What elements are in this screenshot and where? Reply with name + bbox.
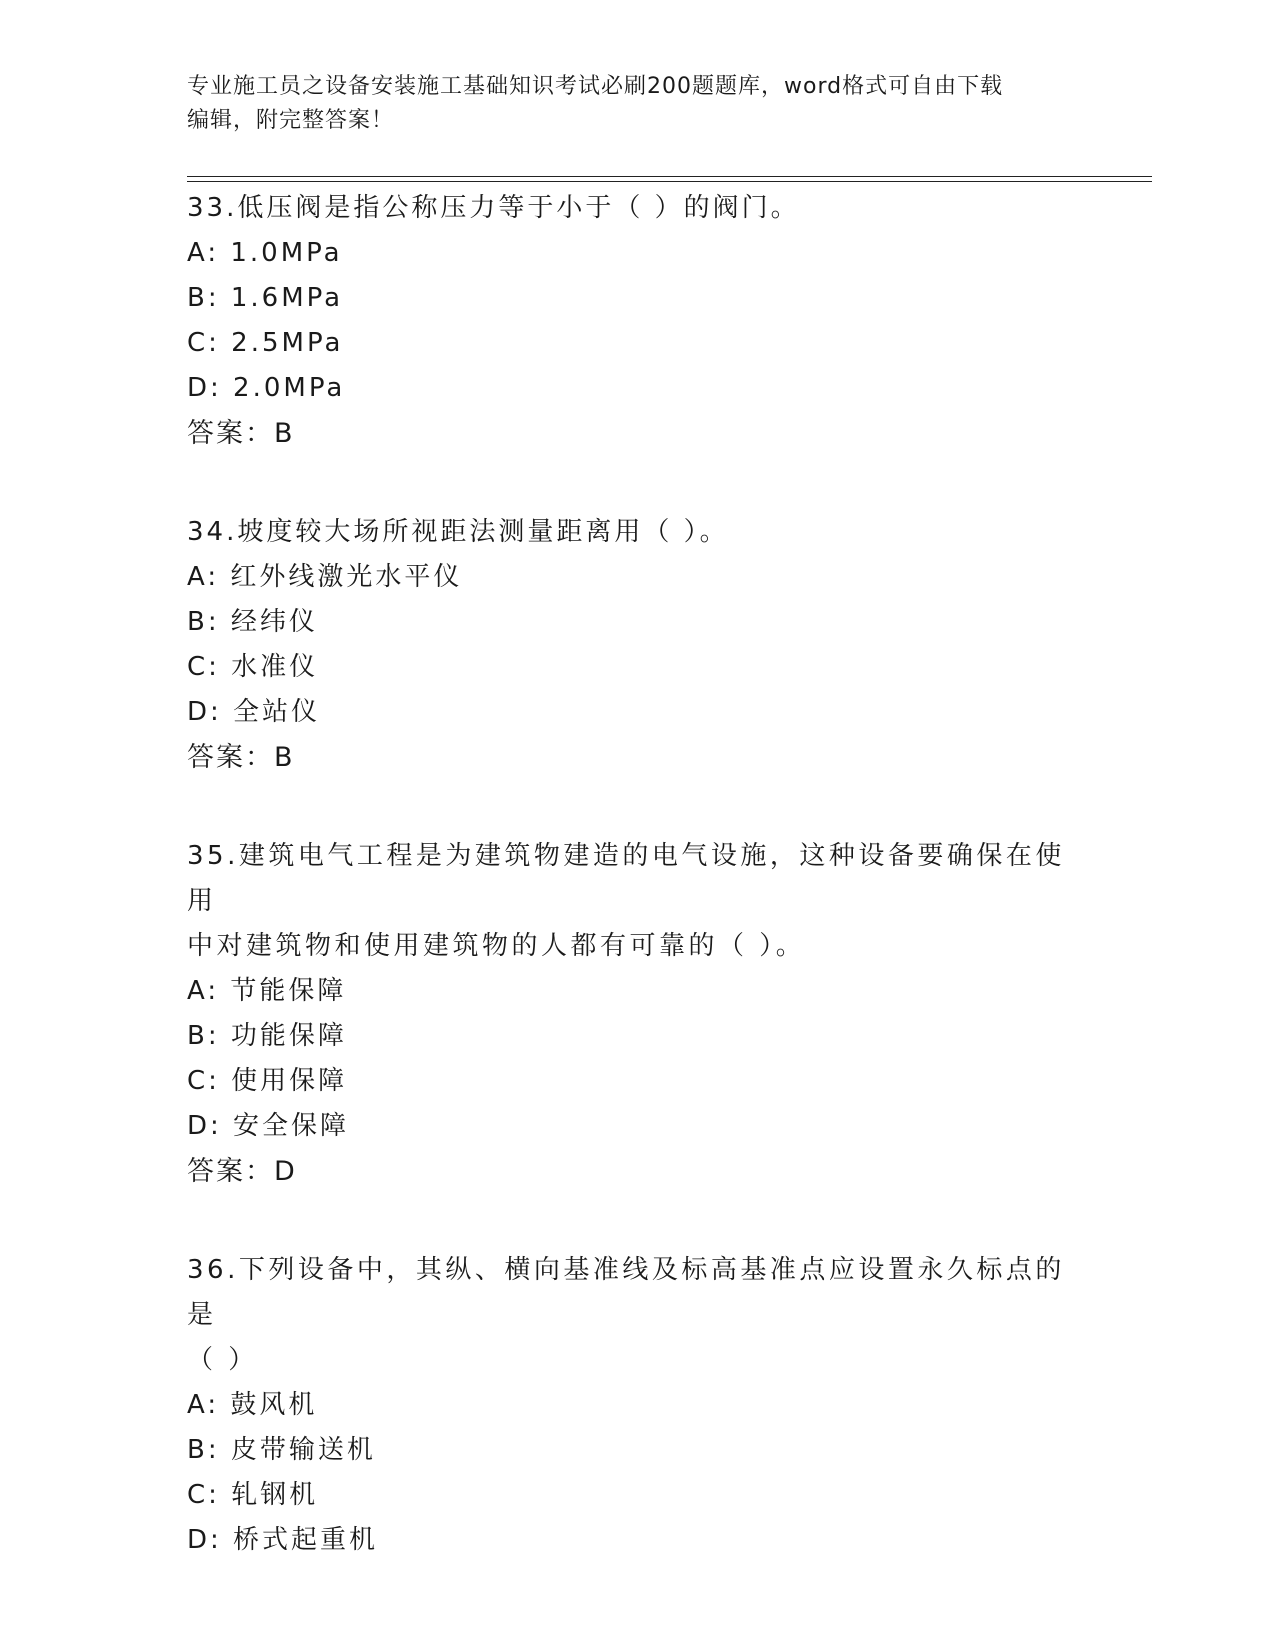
option-a: A: 1.0MPa [187, 238, 343, 268]
question-stem: 34.坡度较大场所视距法测量距离用（ ）。 [187, 517, 729, 547]
header-rule-bottom [187, 181, 1152, 182]
answer: 答案：D [187, 1156, 297, 1187]
header-line-1: 专业施工员之设备安装施工基础知识考试必刷200题题库，word格式可自由下载 [187, 74, 1004, 99]
question-gap [187, 1194, 1087, 1248]
question-35 [187, 834, 1087, 1194]
option-c: C: 使用保障 [187, 1066, 348, 1096]
header-rule-top [187, 176, 1152, 177]
answer: 答案：B [187, 418, 295, 449]
question-stem-line-2: （ ） [187, 1345, 258, 1375]
question-stem-line-1: 35.建筑电气工程是为建筑物建造的电气设施，这种设备要确保在使用 [187, 841, 1065, 916]
option-d: D: 安全保障 [187, 1111, 350, 1141]
document-header [187, 70, 1067, 138]
question-gap [187, 456, 1087, 510]
question-33 [187, 186, 1087, 456]
header-line-2: 编辑，附完整答案！ [187, 108, 395, 133]
answer: 答案：B [187, 742, 295, 773]
option-a: A: 节能保障 [187, 976, 347, 1006]
option-a: A: 红外线激光水平仪 [187, 562, 463, 592]
option-d: D: 2.0MPa [187, 373, 346, 403]
question-stem-line-1: 36.下列设备中，其纵、横向基准线及标高基准点应设置永久标点的是 [187, 1255, 1065, 1330]
option-b: B: 经纬仪 [187, 607, 318, 637]
question-36 [187, 1248, 1087, 1563]
question-gap [187, 780, 1087, 834]
option-b: B: 皮带输送机 [187, 1435, 376, 1465]
option-c: C: 2.5MPa [187, 328, 344, 358]
question-stem-line-2: 中对建筑物和使用建筑物的人都有可靠的（ ）。 [187, 931, 806, 961]
option-b: B: 功能保障 [187, 1021, 347, 1051]
option-c: C: 轧钢机 [187, 1480, 319, 1510]
option-b: B: 1.6MPa [187, 283, 344, 313]
option-a: A: 鼓风机 [187, 1390, 318, 1420]
question-stem: 33.低压阀是指公称压力等于小于（ ）的阀门。 [187, 193, 800, 223]
question-list [187, 186, 1087, 1563]
option-d: D: 全站仪 [187, 697, 321, 727]
option-c: C: 水准仪 [187, 652, 319, 682]
option-d: D: 桥式起重机 [187, 1525, 379, 1555]
question-34 [187, 510, 1087, 780]
